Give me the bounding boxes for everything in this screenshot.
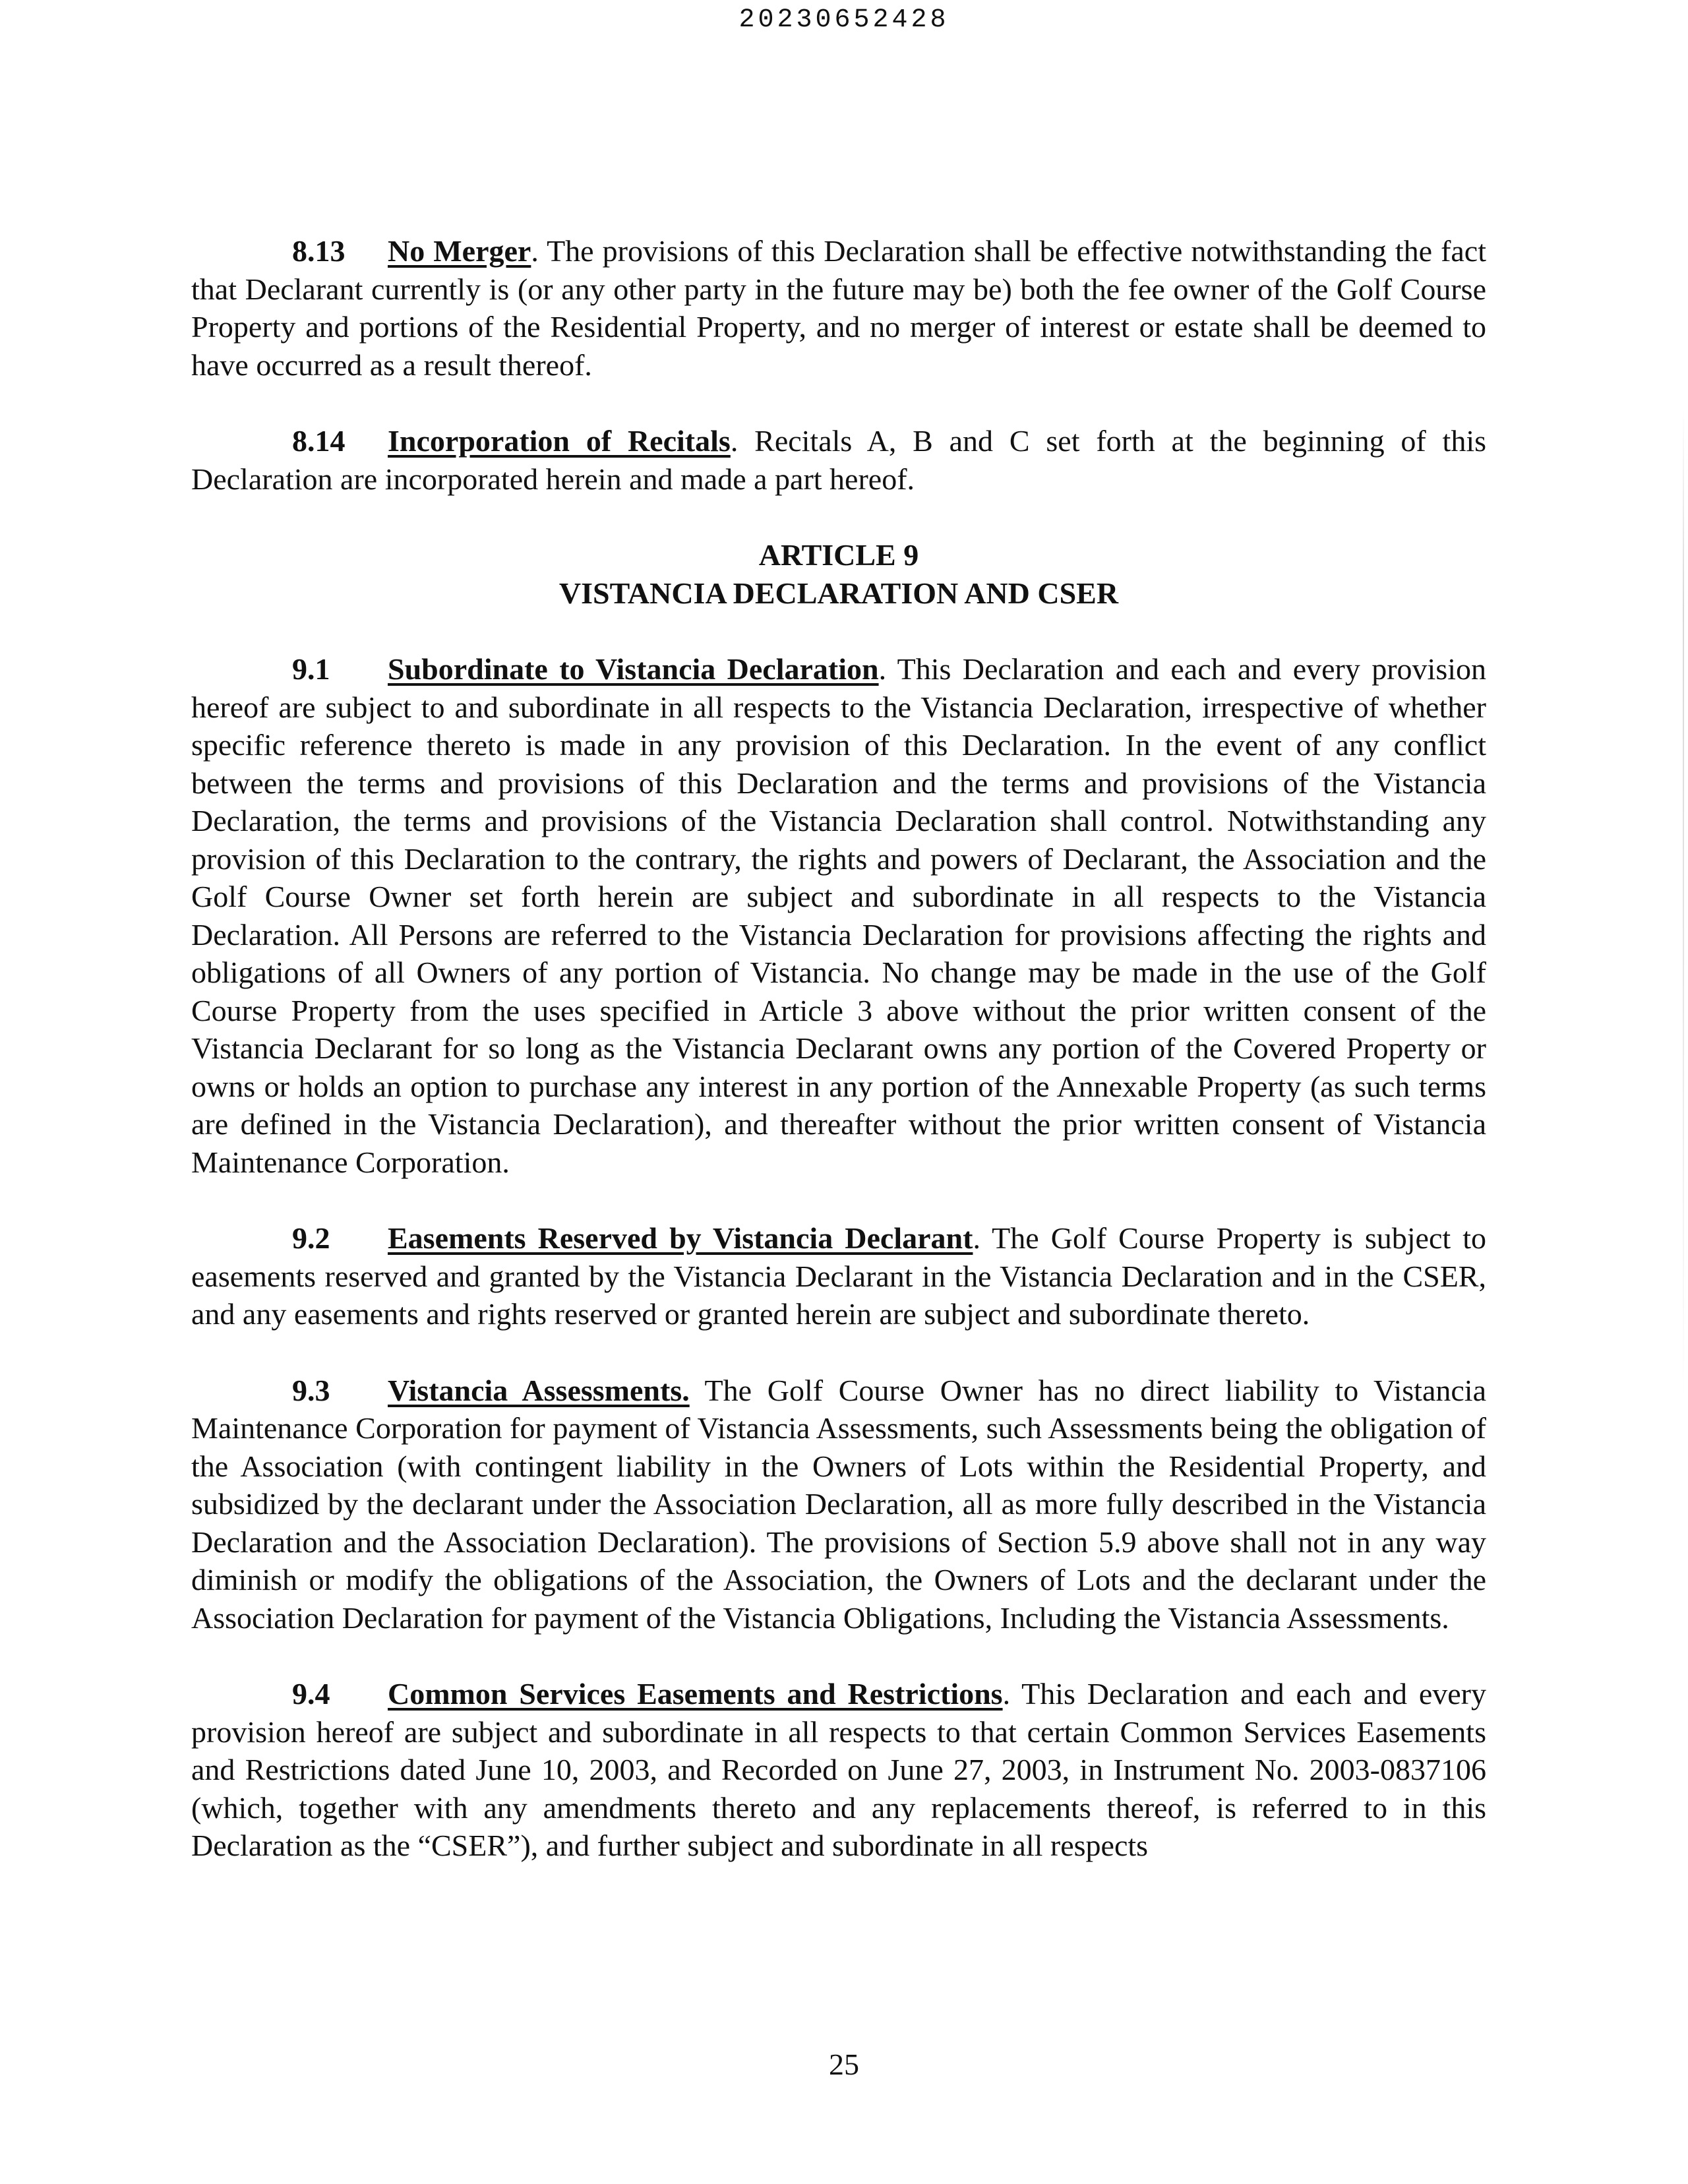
section-9-2 bbox=[191, 1219, 1486, 1333]
document-page bbox=[191, 232, 1486, 1903]
section-8-14 bbox=[191, 422, 1486, 498]
section-heading: Common Services Easements and Restrictions bbox=[388, 1677, 1003, 1711]
section-body: The Golf Course Owner has no direct liability to Vistancia Maintenance Corporation for payment of Vistancia Assessments, such Assessments being the obligation of the Association (with contingent liability in the Owners of Lots within the Residential Property, and subsidized by the declarant under the Association Declaration, all as more fully described in the Vistancia Declaration and the Association Declaration). The provisions of Section 5.9 above shall not in any way diminish or modify the obligations of the Association, the Owners of Lots and the declarant under the Association Declaration for payment of the Vistancia Obligations, Including the Vistancia Assessments. bbox=[191, 1373, 1486, 1635]
page-number: 25 bbox=[829, 2048, 859, 2081]
section-number: 9.4 bbox=[292, 1677, 330, 1711]
section-9-1 bbox=[191, 650, 1486, 1181]
article-heading bbox=[191, 536, 1486, 612]
section-9-3 bbox=[191, 1372, 1486, 1637]
section-number: 8.13 bbox=[292, 234, 346, 268]
section-number: 9.2 bbox=[292, 1221, 330, 1255]
article-title: VISTANCIA DECLARATION AND CSER bbox=[558, 576, 1119, 610]
section-heading: No Merger bbox=[388, 234, 531, 268]
section-heading: Vistancia Assessments. bbox=[388, 1373, 690, 1407]
section-number: 9.1 bbox=[292, 652, 330, 686]
section-body: . Recitals A, B and C set forth at the beginning of this Declaration are incorporated herein and made a part hereof. bbox=[191, 424, 1487, 496]
section-body: . This Declaration and each and every provision hereof are subject to and subordinate in all respects to the Vistancia Declaration, irrespective of whether specific reference thereto is made in any provision of this Declaration. In the event of any conflict between the terms and provisions of this Declaration and the terms and provisions of the Vistancia Declaration, the terms and provisions of the Vistancia Declaration shall control. Notwithstanding any provision of this Declaration to the contrary, the rights and powers of Declarant, the Association and the Golf Course Owner set forth herein are subject and subordinate in all respects to the Vistancia Declaration. All Persons are referred to the Vistancia Declaration for provisions affecting the rights and obligations of all Owners of any portion of Vistancia. No change may be made in the use of the Golf Course Property from the uses specified in Article 3 above without the prior written consent of the Vistancia Declarant for so long as the Vistancia Declarant owns any portion of the Covered Property or owns or holds an option to purchase any interest in any portion of the Annexable Property (as such terms are defined in the Vistancia Declaration), and thereafter without the prior written consent of Vistancia Maintenance Corporation. bbox=[191, 652, 1487, 1179]
section-number: 9.3 bbox=[292, 1373, 330, 1407]
section-body: . The provisions of this Declaration shall be effective notwithstanding the fact that Declarant currently is (or any other party in the future may be) both the fee owner of the Golf Course Property and portions of the Residential Property, and no merger of interest or estate shall be deemed to have occurred as a result thereof. bbox=[191, 234, 1486, 382]
article-number: ARTICLE 9 bbox=[758, 538, 919, 572]
scan-edge-artifact bbox=[1683, 409, 1684, 1398]
section-body: . The Golf Course Property is subject to easements reserved and granted by the Vistancia Declarant in the Vistancia Declaration and in the CSER, and any easements and rights reserved or granted herein are subject and subordinate thereto. bbox=[191, 1221, 1487, 1331]
section-heading: Incorporation of Recitals bbox=[388, 424, 731, 458]
section-body: . This Declaration and each and every provision hereof are subject and subordinate in all respects to that certain Common Services Easements and Restrictions dated June 10, 2003, and Recorded on June 27, 2003, in Instrument No. 2003-0837106 (which, together with any amendments thereto and any replacements thereof, is referred to in this Declaration as the “CSER”), and further subject and subordinate in all respects bbox=[191, 1677, 1487, 1862]
section-number: 8.14 bbox=[292, 424, 346, 458]
section-8-13 bbox=[191, 232, 1486, 384]
section-heading: Subordinate to Vistancia Declaration bbox=[388, 652, 879, 686]
section-heading: Easements Reserved by Vistancia Declarant bbox=[388, 1221, 973, 1255]
section-9-4 bbox=[191, 1675, 1486, 1865]
document-number: 20230652428 bbox=[738, 5, 950, 35]
